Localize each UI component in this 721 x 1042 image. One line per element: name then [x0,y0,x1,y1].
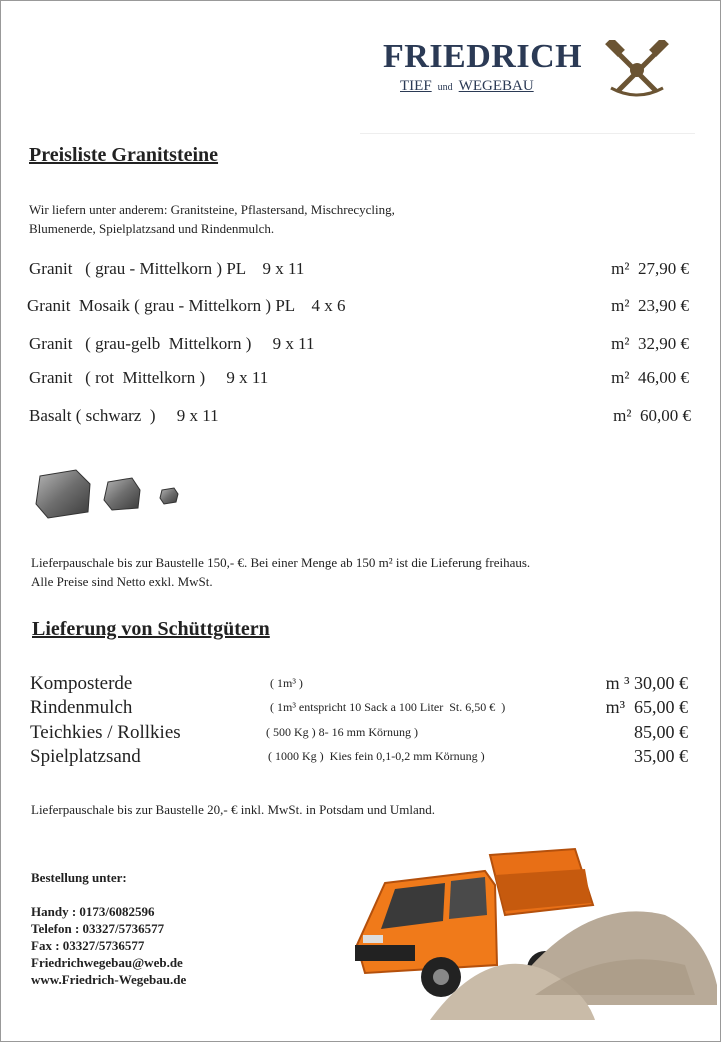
bulk-row-detail: ( 500 Kg ) 8- 16 mm Körnung ) [266,725,418,739]
contact-heading: Bestellung unter: [31,870,127,885]
truck-with-gravel-image [345,845,717,1025]
contact-email[interactable]: Friedrichwegebau@web.de [31,955,183,970]
contact-fax: Fax : 03327/5736577 [31,938,145,953]
logo-sub-mid: und [437,82,453,93]
price-row-price: m² 27,90 € [611,259,689,278]
price-row-price: m² 23,90 € [611,296,689,315]
bulk-row-detail: ( 1m³ ) [270,676,303,690]
bulk-row-price: m ³ 30,00 € [605,673,688,693]
crossed-hammers-logo-icon [603,40,671,98]
price-row-label: Granit ( grau - Mittelkorn ) PL 9 x 11 [29,259,305,278]
section-title-granite: Preisliste Granitsteine [29,144,219,166]
intro-line: Wir liefern unter anderem: Granitsteine, Pflastersand, Mischrecycling, [29,202,395,217]
contact-website[interactable]: www.Friedrich-Wegebau.de [31,972,187,987]
contact-telefon: Telefon : 03327/5736577 [31,921,165,936]
bulk-row-price: 35,00 € [634,746,688,766]
price-row-price: m² 60,00 € [613,406,691,425]
bulk-row-label: Spielplatzsand [30,746,141,767]
price-row-label: Granit ( rot Mittelkorn ) 9 x 11 [29,368,269,387]
bulk-row-price: 85,00 € [634,722,688,742]
logo-sub-left: TIEF [400,78,432,94]
price-row-price: m² 46,00 € [611,368,689,387]
delivery-note-bulk: Lieferpauschale bis zur Baustelle 20,- € inkl. MwSt. in Potsdam und Umland. [31,802,436,817]
price-row-label: Granit Mosaik ( grau - Mittelkorn ) PL 4 x 6 [27,296,346,315]
bulk-row-detail: ( 1000 Kg ) Kies fein 0,1-0,2 mm Körnung ) [268,749,485,763]
bulk-row-price: m³ 65,00 € [605,697,688,717]
intro-line: Blumenerde, Spielplatzsand und Rindenmulch. [29,221,275,236]
price-row-label: Granit ( grau-gelb Mittelkorn ) 9 x 11 [29,334,315,353]
bulk-row-label: Komposterde [30,673,133,694]
delivery-note-granite [31,553,530,591]
contact-handy: Handy : 0173/6082596 [31,904,155,919]
note-line: Alle Preise sind Netto exkl. MwSt. [31,574,213,589]
intro-text [29,200,489,238]
price-row-label: Basalt ( schwarz ) 9 x 11 [29,406,219,425]
company-logo-name: FRIEDRICH [383,38,583,75]
bulk-row-label: Rindenmulch [30,697,133,718]
granite-stones-image [34,464,184,522]
note-line: Lieferpauschale bis zur Baustelle 150,- €. Bei einer Menge ab 150 m² ist die Lieferung freihaus. [31,555,531,570]
price-row-price: m² 32,90 € [611,334,689,353]
bulk-row-detail: ( 1m³ entspricht 10 Sack a 100 Liter St. 6,50 € ) [270,700,506,714]
header-divider [360,133,695,134]
contact-block [31,869,186,988]
bulk-row-label: Teichkies / Rollkies [30,722,181,743]
company-logo-subtitle [400,78,534,95]
logo-sub-right: WEGEBAU [458,78,534,94]
section-title-bulk: Lieferung von Schüttgütern [32,618,270,640]
